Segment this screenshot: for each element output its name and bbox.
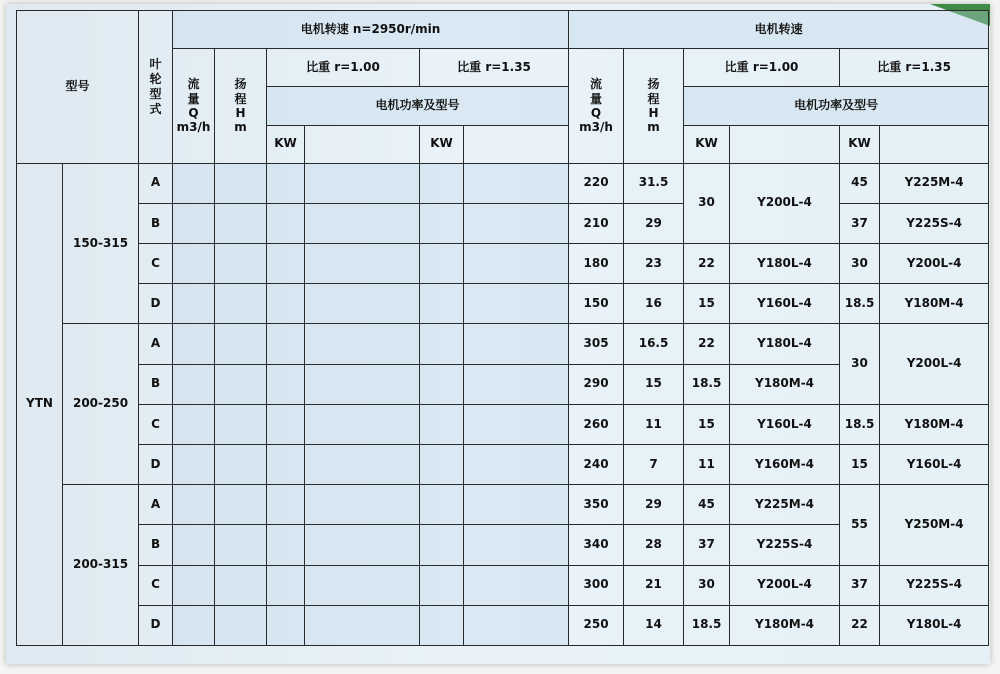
kw-cell-r100: 37 <box>684 525 730 565</box>
motor-cell-r135: Y250M-4 <box>880 485 989 565</box>
flow-cell: 290 <box>569 364 624 404</box>
kw-cell-r100: 18.5 <box>684 364 730 404</box>
spec-sheet <box>6 4 990 664</box>
impeller-type-cell: C <box>139 244 173 284</box>
table-row <box>17 324 989 364</box>
kw-cell-r135: 18.5 <box>840 404 880 444</box>
table-row <box>17 605 989 645</box>
kw-cell-r135: 22 <box>840 605 880 645</box>
kw-cell-r135: 30 <box>840 324 880 404</box>
head-header-right: 扬程 H m <box>624 49 684 164</box>
kw-cell-r100: 15 <box>684 404 730 444</box>
kw-cell-r135: 30 <box>840 244 880 284</box>
motor-cell-r135: Y160L-4 <box>880 445 989 485</box>
kw-cell-r100: 22 <box>684 324 730 364</box>
kw-cell-r100: 11 <box>684 445 730 485</box>
motor-cell-r100: Y200L-4 <box>730 163 840 243</box>
flow-cell: 305 <box>569 324 624 364</box>
table-row <box>17 565 989 605</box>
kw-header-right-135: KW <box>840 125 880 163</box>
impeller-type-cell: D <box>139 605 173 645</box>
sg-135-header-right: 比重 r=1.35 <box>840 49 989 87</box>
flow-header-left: 流量 Q m3/h <box>173 49 215 164</box>
motor-model-header-right-100 <box>730 125 840 163</box>
kw-header-right-100: KW <box>684 125 730 163</box>
head-cell: 7 <box>624 445 684 485</box>
series-cell: YTN <box>17 163 63 645</box>
flow-cell: 180 <box>569 244 624 284</box>
impeller-type-cell: B <box>139 203 173 243</box>
impeller-type-cell: D <box>139 445 173 485</box>
motor-cell-r135: Y180M-4 <box>880 284 989 324</box>
head-cell: 11 <box>624 404 684 444</box>
model-cell: 200-250 <box>63 324 139 485</box>
table-row <box>17 244 989 284</box>
motor-cell-r135: Y225S-4 <box>880 565 989 605</box>
table-row <box>17 445 989 485</box>
speed-group-right-header: 电机转速 <box>569 11 989 49</box>
table-row <box>17 404 989 444</box>
flow-cell: 240 <box>569 445 624 485</box>
motor-cell-r135: Y225M-4 <box>880 163 989 203</box>
kw-cell-r100: 22 <box>684 244 730 284</box>
motor-cell-r135: Y180L-4 <box>880 605 989 645</box>
impeller-type-cell: C <box>139 565 173 605</box>
table-row <box>17 284 989 324</box>
head-cell: 31.5 <box>624 163 684 203</box>
model-header: 型号 <box>17 11 139 164</box>
kw-cell-r100: 30 <box>684 163 730 243</box>
kw-cell-r135: 45 <box>840 163 880 203</box>
model-cell: 200-315 <box>63 485 139 646</box>
kw-cell-r100: 30 <box>684 565 730 605</box>
table-row <box>17 163 989 203</box>
motor-model-header-right-135 <box>880 125 989 163</box>
impeller-type-cell: A <box>139 485 173 525</box>
motor-cell-r100: Y180M-4 <box>730 605 840 645</box>
motor-cell-r100: Y200L-4 <box>730 565 840 605</box>
motor-model-header-left-135 <box>464 125 569 163</box>
flow-cell: 210 <box>569 203 624 243</box>
head-cell: 29 <box>624 203 684 243</box>
impeller-type-cell: C <box>139 404 173 444</box>
kw-cell-r135: 37 <box>840 203 880 243</box>
motor-cell-r100: Y160L-4 <box>730 284 840 324</box>
motor-cell-r135: Y200L-4 <box>880 244 989 284</box>
head-cell: 23 <box>624 244 684 284</box>
kw-cell-r100: 45 <box>684 485 730 525</box>
impeller-type-cell: B <box>139 364 173 404</box>
kw-cell-r100: 15 <box>684 284 730 324</box>
pump-spec-table <box>16 10 989 646</box>
motor-cell-r100: Y160L-4 <box>730 404 840 444</box>
flow-cell: 350 <box>569 485 624 525</box>
kw-cell-r135: 18.5 <box>840 284 880 324</box>
head-cell: 15 <box>624 364 684 404</box>
motor-power-header-left: 电机功率及型号 <box>267 87 569 125</box>
motor-cell-r100: Y225S-4 <box>730 525 840 565</box>
flow-cell: 300 <box>569 565 624 605</box>
motor-cell-r100: Y180L-4 <box>730 324 840 364</box>
flow-header-right: 流量 Q m3/h <box>569 49 624 164</box>
kw-header-left-100: KW <box>267 125 305 163</box>
flow-cell: 150 <box>569 284 624 324</box>
head-cell: 14 <box>624 605 684 645</box>
head-cell: 21 <box>624 565 684 605</box>
motor-model-header-left-100 <box>305 125 420 163</box>
sg-100-header-left: 比重 r=1.00 <box>267 49 420 87</box>
motor-cell-r100: Y225M-4 <box>730 485 840 525</box>
motor-cell-r135: Y180M-4 <box>880 404 989 444</box>
flow-cell: 340 <box>569 525 624 565</box>
impeller-type-cell: A <box>139 324 173 364</box>
motor-cell-r135: Y200L-4 <box>880 324 989 404</box>
motor-power-header-right: 电机功率及型号 <box>684 87 989 125</box>
kw-cell-r135: 55 <box>840 485 880 565</box>
motor-cell-r100: Y180L-4 <box>730 244 840 284</box>
kw-cell-r135: 15 <box>840 445 880 485</box>
impeller-type-cell: D <box>139 284 173 324</box>
head-cell: 29 <box>624 485 684 525</box>
motor-cell-r100: Y160M-4 <box>730 445 840 485</box>
sg-100-header-right: 比重 r=1.00 <box>684 49 840 87</box>
head-cell: 28 <box>624 525 684 565</box>
head-header-left: 扬程 H m <box>215 49 267 164</box>
kw-header-left-135: KW <box>420 125 464 163</box>
flow-cell: 220 <box>569 163 624 203</box>
motor-cell-r135: Y225S-4 <box>880 203 989 243</box>
head-cell: 16 <box>624 284 684 324</box>
speed-group-left-header: 电机转速 n=2950r/min <box>173 11 569 49</box>
motor-cell-r100: Y180M-4 <box>730 364 840 404</box>
flow-cell: 250 <box>569 605 624 645</box>
model-cell: 150-315 <box>63 163 139 324</box>
flow-cell: 260 <box>569 404 624 444</box>
sg-135-header-left: 比重 r=1.35 <box>420 49 569 87</box>
impeller-type-cell: A <box>139 163 173 203</box>
impeller-type-cell: B <box>139 525 173 565</box>
table-row <box>17 203 989 243</box>
table-row <box>17 485 989 525</box>
kw-cell-r135: 37 <box>840 565 880 605</box>
head-cell: 16.5 <box>624 324 684 364</box>
impeller-type-header: 叶轮型式 <box>139 11 173 164</box>
kw-cell-r100: 18.5 <box>684 605 730 645</box>
